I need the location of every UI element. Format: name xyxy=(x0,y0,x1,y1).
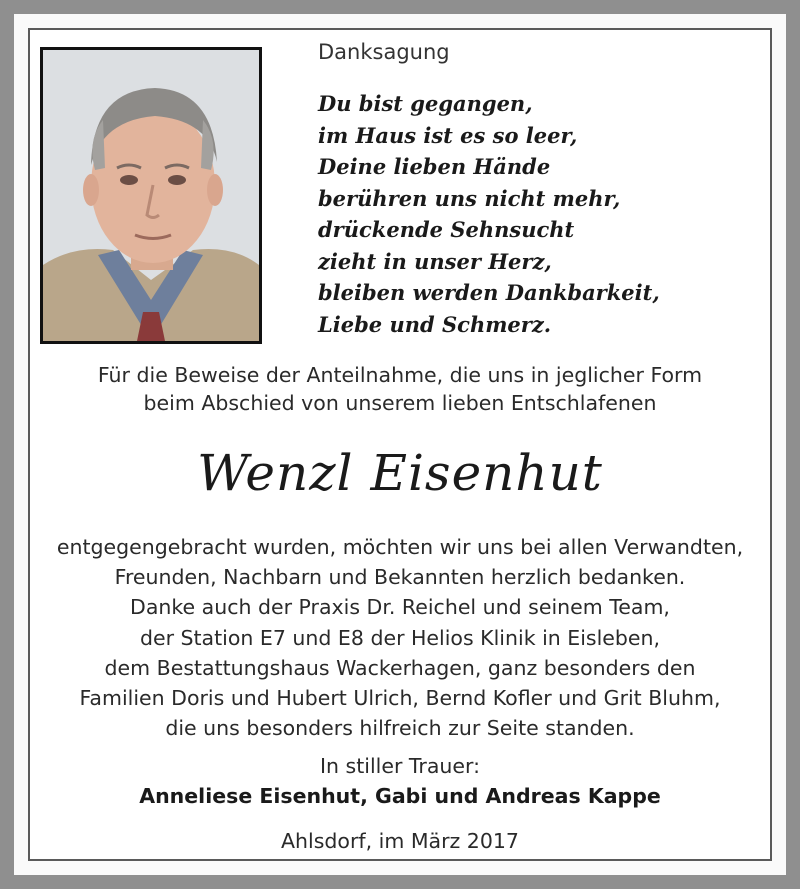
mourning-label: In stiller Trauer: xyxy=(320,754,480,778)
place-date: Ahlsdorf, im März 2017 xyxy=(281,829,519,853)
deceased-name: Wenzl Eisenhut xyxy=(197,444,603,502)
signers: Anneliese Eisenhut, Gabi und Andreas Kappe xyxy=(139,784,661,808)
portrait-illustration xyxy=(43,50,259,341)
thanks-line: Danke auch der Praxis Dr. Reichel und seinem Team, xyxy=(130,595,670,620)
poem-line: berühren uns nicht mehr, xyxy=(318,185,621,211)
poem xyxy=(318,88,660,340)
intro-line: Für die Beweise der Anteilnahme, die uns in jeglicher Form xyxy=(97,363,703,387)
poem-line: bleiben werden Dankbarkeit, xyxy=(318,280,660,305)
notice-heading: Danksagung xyxy=(318,40,450,64)
intro-line: beim Abschied von unserem lieben Entschlafenen xyxy=(143,391,657,415)
thanks-line: die uns besonders hilfreich zur Seite standen. xyxy=(165,716,635,741)
thanks-line: dem Bestattungshaus Wackerhagen, ganz besonders den xyxy=(104,655,696,680)
intro-text xyxy=(20,361,780,417)
portrait-photo xyxy=(40,47,262,344)
thanks-line: entgegengebracht wurden, möchten wir uns bei allen Verwandten, xyxy=(56,535,744,559)
thanks-line: Familien Doris und Hubert Ulrich, Bernd Kofler und Grit Bluhm, xyxy=(79,686,721,711)
poem-line: im Haus ist es so leer, xyxy=(318,122,578,148)
thanks-line: der Station E7 und E8 der Helios Klinik in Eisleben, xyxy=(139,625,661,650)
thanks-line: Freunden, Nachbarn und Bekannten herzlich bedanken. xyxy=(114,565,686,590)
poem-line: Deine lieben Hände xyxy=(318,154,551,179)
poem-line: zieht in unser Herz, xyxy=(318,248,552,274)
poem-line: Liebe und Schmerz. xyxy=(318,311,552,337)
thanks-text xyxy=(20,532,780,743)
poem-line: Du bist gegangen, xyxy=(318,91,533,116)
poem-line: drückende Sehnsucht xyxy=(318,217,575,242)
